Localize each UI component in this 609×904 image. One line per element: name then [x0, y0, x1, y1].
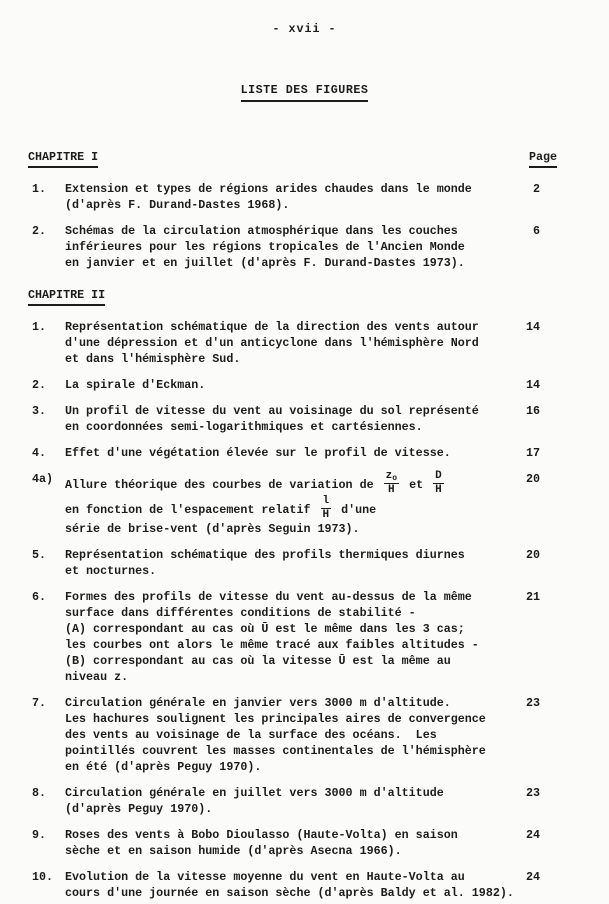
caption-line: Effet d'une végétation élevée sur le profil de vitesse.: [65, 446, 451, 460]
title-row: [0, 82, 609, 102]
figure-page: 14: [525, 320, 540, 334]
chapter-1-header-row: [0, 149, 609, 168]
figure-caption: [65, 181, 525, 213]
fraction-D-over-H: $\frac{D}{H}$: [435, 470, 442, 496]
chapter-1-heading: CHAPITRE I: [28, 149, 98, 168]
figure-number: 10.: [32, 870, 54, 884]
figure-page: 16: [525, 404, 540, 418]
fraction-zo-over-H: $\frac{z_o}{H}$: [385, 470, 398, 496]
figure-number: 8.: [32, 786, 47, 800]
caption-line: Un profil de vitesse du vent au voisinage du sol représenté: [65, 404, 479, 418]
caption-line: (d'après F. Durand-Dastes 1968).: [65, 198, 290, 212]
figure-caption: [65, 547, 525, 579]
caption-line: inférieures pour les régions tropicales de l'Ancien Monde: [65, 240, 465, 254]
figure-number: 2.: [32, 378, 47, 392]
caption-segment: Allure théorique des courbes de variation de: [65, 478, 374, 492]
figure-caption: [65, 869, 525, 901]
figure-caption: [65, 827, 525, 859]
figure-number: 4a): [32, 472, 54, 486]
figure-caption: [65, 319, 525, 367]
figure-number: 4.: [32, 446, 47, 460]
figure-entry-ch2-7: [0, 695, 609, 775]
figure-entry-ch2-9: [0, 827, 609, 859]
caption-line: en coordonnées semi-logarithmiques et cartésiennes.: [65, 420, 423, 434]
figure-number: 1.: [32, 182, 47, 196]
page-column-label: Page: [529, 149, 557, 168]
caption-segment: d'une: [341, 503, 377, 517]
figure-page: 23: [525, 786, 540, 800]
caption-line: cours d'une journée en saison sèche (d'après Baldy et al. 1982).: [65, 886, 514, 900]
caption-line: Roses des vents à Bobo Dioulasso (Haute-Volta) en saison: [65, 828, 458, 842]
figure-caption: [65, 445, 525, 461]
caption-line: La spirale d'Eckman.: [65, 378, 206, 392]
figure-caption: [65, 589, 525, 685]
chapter-2-heading: CHAPITRE II: [28, 287, 105, 306]
caption-line: des vents au voisinage de la surface des océans. Les: [65, 728, 437, 742]
caption-line: (B) correspondant au cas où la vitesse Ū est la même au: [65, 654, 451, 668]
caption-segment: en fonction de l'espacement relatif: [65, 503, 311, 517]
figure-caption: [65, 223, 525, 271]
chapter-2-header-row: [0, 287, 609, 306]
caption-line: Schémas de la circulation atmosphérique dans les couches: [65, 224, 458, 238]
caption-line: en été (d'après Peguy 1970).: [65, 760, 262, 774]
figure-caption: [65, 785, 525, 817]
figure-page: 24: [525, 870, 540, 884]
caption-line: sèche et en saison humide (d'après Asecna 1966).: [65, 844, 402, 858]
fraction-l-over-H: $\frac{l}{H}$: [322, 495, 330, 521]
figure-number: 1.: [32, 320, 47, 334]
document-title: LISTE DES FIGURES: [241, 82, 369, 102]
figure-page: 21: [525, 590, 540, 604]
figure-page: 20: [525, 472, 540, 486]
caption-line: série de brise-vent (d'après Seguin 1973).: [65, 522, 360, 536]
figure-page: 2: [532, 182, 540, 196]
figure-entry-ch2-10: [0, 869, 609, 901]
caption-line: et nocturnes.: [65, 564, 157, 578]
caption-line: Formes des profils de vitesse du vent au-dessus de la même: [65, 590, 472, 604]
caption-line: niveau z.: [65, 670, 129, 684]
caption-line: Extension et types de régions arides chaudes dans le monde: [65, 182, 472, 196]
caption-line-with-fractions: [65, 496, 525, 521]
chapter-2-entries: [0, 319, 609, 901]
figure-number: 3.: [32, 404, 47, 418]
figure-entry-ch2-4a: [0, 471, 609, 537]
figure-caption: [65, 403, 525, 435]
caption-line: pointillés couvrent les masses continentales de l'hémisphère: [65, 744, 486, 758]
caption-line: Evolution de la vitesse moyenne du vent en Haute-Volta au: [65, 870, 465, 884]
caption-line: les courbes ont alors le même tracé aux faibles altitudes -: [65, 638, 479, 652]
figure-page: 20: [525, 548, 540, 562]
caption-line: d'une dépression et d'un anticyclone dans l'hémisphère Nord: [65, 336, 479, 350]
caption-line: en janvier et en juillet (d'après F. Durand-Dastes 1973).: [65, 256, 465, 270]
caption-line: et dans l'hémisphère Sud.: [65, 352, 241, 366]
figure-number: 6.: [32, 590, 47, 604]
figure-caption: [65, 377, 525, 393]
figure-number: 7.: [32, 696, 47, 710]
figure-page: 17: [525, 446, 540, 460]
figure-entry-ch2-8: [0, 785, 609, 817]
caption-line-with-fractions: [65, 471, 525, 496]
figure-entry-ch1-2: [0, 223, 609, 271]
figure-entry-ch2-3: [0, 403, 609, 435]
figure-entry-ch2-5: [0, 547, 609, 579]
figure-entry-ch2-1: [0, 319, 609, 367]
figure-page: 23: [525, 696, 540, 710]
caption-line: (A) correspondant au cas où Ū est le même dans les 3 cas;: [65, 622, 465, 636]
figure-page: 24: [525, 828, 540, 842]
figure-page: 14: [525, 378, 540, 392]
page-number-header: - xvii -: [272, 22, 337, 36]
figure-entry-ch1-1: [0, 181, 609, 213]
figure-number: 9.: [32, 828, 47, 842]
figure-number: 5.: [32, 548, 47, 562]
caption-segment: et: [409, 478, 424, 492]
caption-line: Circulation générale en janvier vers 3000 m d'altitude.: [65, 696, 451, 710]
figure-entry-ch2-2: [0, 377, 609, 393]
chapter-1-entries: [0, 181, 609, 271]
caption-line: surface dans différentes conditions de stabilité -: [65, 606, 416, 620]
caption-line: Représentation schématique de la direction des vents autour: [65, 320, 479, 334]
caption-line: Les hachures soulignent les principales aires de convergence: [65, 712, 486, 726]
caption-line: Circulation générale en juillet vers 3000 m d'altitude: [65, 786, 444, 800]
caption-line: (d'après Peguy 1970).: [65, 802, 213, 816]
figure-entry-ch2-6: [0, 589, 609, 685]
figure-number: 2.: [32, 224, 47, 238]
figure-caption: [65, 695, 525, 775]
figure-caption: [65, 471, 525, 537]
caption-line: Représentation schématique des profils thermiques diurnes: [65, 548, 465, 562]
figure-page: 6: [532, 224, 540, 238]
figure-entry-ch2-4: [0, 445, 609, 461]
